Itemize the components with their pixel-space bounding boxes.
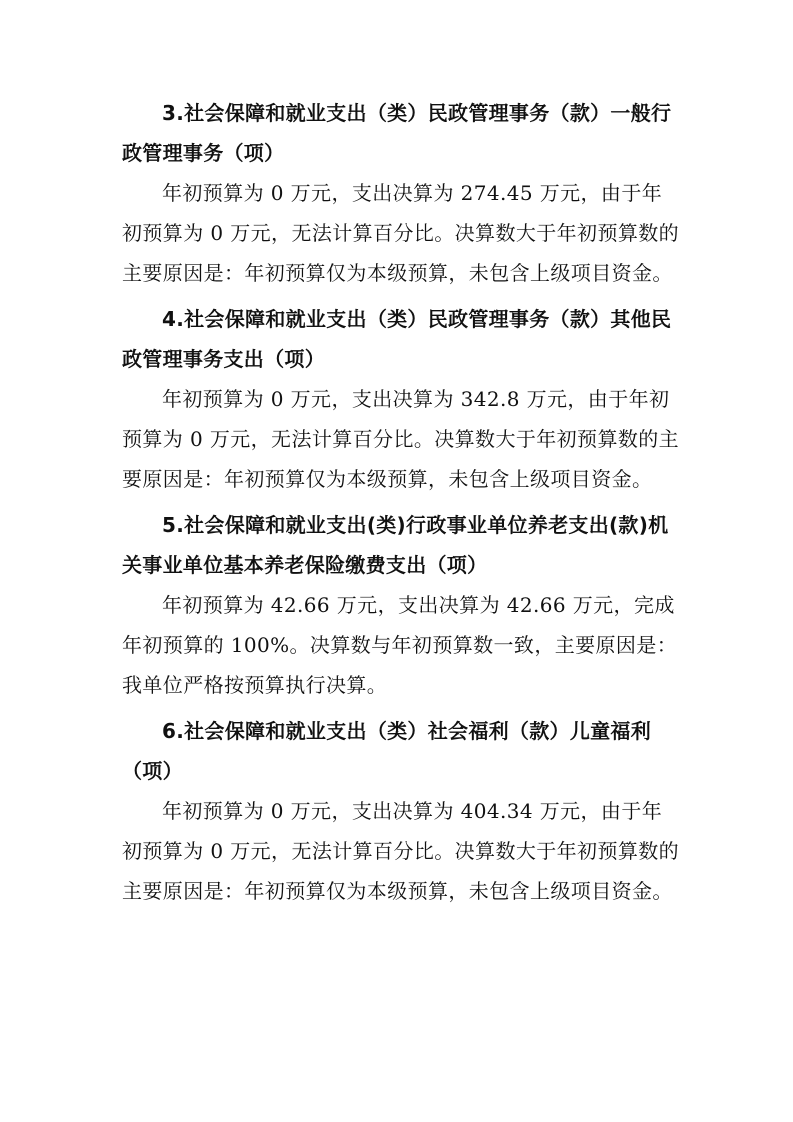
section-4: [122, 299, 682, 499]
section-heading: 3.社会保障和就业支出（类）民政管理事务（款）一般行政管理事务（项）: [122, 101, 672, 165]
section-paragraph: 年初预算为 0 万元，支出决算为 274.45 万元，由于年初预算为 0 万元，无法计算百分比。决算数大于年初预算数的主要原因是：年初预算仅为本级预算，未包含上级项目资金。: [122, 181, 680, 285]
section-paragraph: 年初预算为 0 万元，支出决算为 404.34 万元，由于年初预算为 0 万元，无法计算百分比。决算数大于年初预算数的主要原因是：年初预算仅为本级预算，未包含上级项目资金。: [122, 799, 680, 903]
section-paragraph: 年初预算为 42.66 万元，支出决算为 42.66 万元，完成年初预算的 100%。决算数与年初预算数一致，主要原因是：我单位严格按预算执行决算。: [122, 593, 678, 697]
document-body: [122, 93, 682, 917]
section-paragraph: 年初预算为 0 万元，支出决算为 342.8 万元，由于年初预算为 0 万元，无法计算百分比。决算数大于年初预算数的主要原因是：年初预算仅为本级预算，未包含上级项目资金。: [122, 387, 680, 491]
section-heading: 4.社会保障和就业支出（类）民政管理事务（款）其他民政管理事务支出（项）: [122, 307, 672, 371]
section-6: [122, 711, 682, 911]
section-heading: 6.社会保障和就业支出（类）社会福利（款）儿童福利（项）: [122, 719, 652, 783]
section-5: [122, 505, 682, 705]
section-heading: 5.社会保障和就业支出(类)行政事业单位养老支出(款)机关事业单位基本养老保险缴费支出（项）: [122, 513, 669, 577]
section-3: [122, 93, 682, 293]
